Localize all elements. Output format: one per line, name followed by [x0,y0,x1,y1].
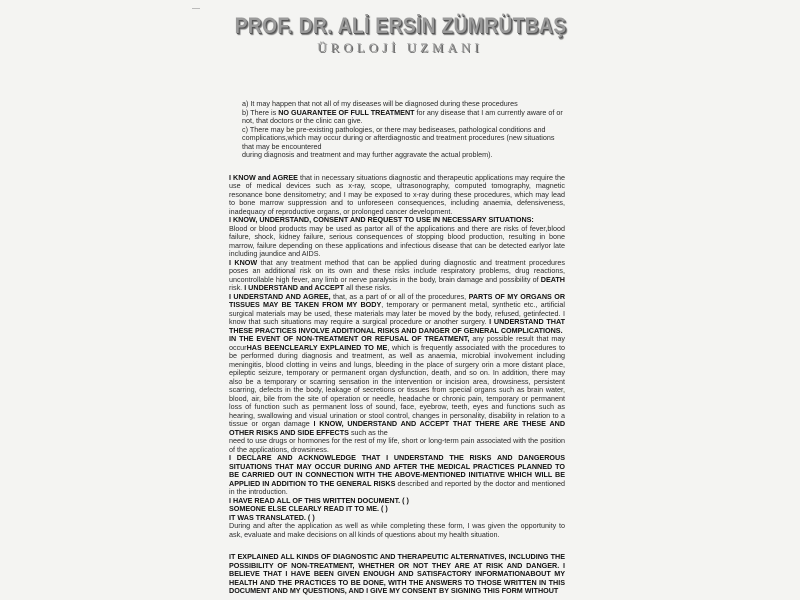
emphasis: SOMEONE ELSE CLEARLY READ IT TO ME. ( ) [229,504,388,513]
emphasis: PARTS OF MY ORGANS OR TISSUES MAY BE TAKEN FROM MY BODY [229,291,566,309]
letterhead [0,14,800,56]
list-item-text: a) It may happen that not all of my diseases will be diagnosed during these procedures [242,99,518,108]
specialty-title: ÜROLOJİ UZMANI [317,40,483,55]
consent-paragraphs [229,174,565,540]
paragraph [229,293,565,336]
paragraph-text: described and reported by the doctor and mentioned in the introduction. [229,478,566,496]
paragraph [229,225,565,259]
paragraph [229,437,565,454]
list-item [242,151,565,160]
emphasis: I KNOW, UNDERSTAND AND ACCEPT THAT THERE ARE THESE AND OTHER RISKS AND SIDE EFFECTS [229,419,566,437]
scan-artifact [192,8,200,12]
paragraph-text: that in necessary situations diagnostic and therapeutic applications may require the use of medical devices such as x-ray, scope, ultrasonography, computed tomography, magnetic resonance bone densitometry; and I may be exposed to x-ray during these procedures, which may lead to bone marrow suppression and to unforeseen consequences, including anaemia, defensiveness, inadequacy of reproductive organs, or prolonged cancer development. [229,172,565,216]
paragraph-text: , which is frequently associated with the procedures to be performed during diagnosis and treatment, as well as anaemia, microbial involvement including meningitis, blood clotting in veins and lungs, bleeding in the place of surgery orin a more distant place, epileptic seizure, temporary or permanent organ dysfunction, death, and so on. In addition, there may also be a temporary or scarring sensation in the intervention or incision area, drowsiness, persistent scarring, defects in the body, leakage of secretions or tissues from special organs such as brain water, blood, air, bile from the site of operation or needle, headache or chronic pain, temporary or permanent loss of function such as permanent loss of sound, face, eyebrow, teeth, eyes and functions such as hearing, swallowing and visual urination or stool control, changes in personality, disability in relation to a tissue or organ damage [229,342,565,428]
emphasis: I KNOW [229,257,258,267]
paragraph [229,522,565,539]
emphasis: I HAVE READ ALL OF THIS WRITTEN DOCUMENT. ( ) [229,495,409,505]
paragraph-text: such as the [350,427,388,437]
emphasis: IT WAS TRANSLATED. ( ) [229,512,315,522]
list-item-text: b) There is [242,107,277,117]
emphasis: I UNDERSTAND and ACCEPT [244,283,345,292]
emphasis: HAS BEENCLEARLY EXPLAINED TO ME [246,342,388,352]
emphasis: I KNOW, UNDERSTAND, CONSENT AND REQUEST TO USE IN NECESSARY SITUATIONS: [229,215,534,224]
list-item [242,126,565,152]
emphasis: I UNDERSTAND THAT THESE PRACTICES INVOLVE ADDITIONAL RISKS AND DANGER OF GENERAL COMPLICATIONS. [229,317,566,335]
paragraph-text: all these risks. [346,283,392,292]
emphasis: IN THE EVENT OF NON-TREATMENT OR REFUSAL OF TREATMENT, [229,334,470,343]
spacer [229,539,565,553]
final-declaration: IT EXPLAINED ALL KINDS OF DIAGNOSTIC AND THERAPEUTIC ALTERNATIVES, INCLUDING THE POSSIBILITY OF NON-TREATMENT, WHETHER OR NOT THEY ARE AT RISK AND DANGER. I BELIEVE THAT I HAVE BEEN GIVEN ENOUGH AND SATISFACTORY INFORMATIONABOUT MY HEALTH AND THE PRACTICES TO BE DONE, WITH THE ANSWERS TO THOSE WRITTEN IN THIS DOCUMENT AND MY QUESTIONS, AND I GIVE MY CONSENT BY SIGNING THIS FORM WITHOUT [229,552,565,595]
paragraph-text: that any treatment method that can be applied during diagnostic and treatment procedures poses an additional risk on its own and these risks include respiratory problems, drug reactions, uncontrollable high fever, any limb or nerve paralysis in the body, brain damage and possibility of [229,257,566,284]
paragraph-text: Blood or blood products may be used as partor all of the applications and there are risks of fever,blood failure, shock, kidney failure, serious consequences of stopping blood production, resulting in bone marrow, failure depending on these applications and infectious disease that can be detected earlyor late including jaundice and AIDS. [229,223,565,258]
consent-text [229,100,565,596]
emphasis: NO GUARANTEE OF FULL TREATMENT [278,107,415,117]
emphasis: I UNDERSTAND AND AGREE, [229,291,331,301]
list-item-text: c) There may be pre-existing pathologies, or there may bediseases, pathological conditions and complications,which may occur during or afterdiagnostic and treatment procedures (new situations that may be encountered [242,124,555,151]
paragraph-text: need to use drugs or hormones for the rest of my life, short or long-term pain associated with the position of the applications, drowsiness. [229,436,565,454]
paragraph [229,335,565,437]
paragraph-text: , temporary or permanent metal, synthetic etc., artificial surgical materials may be used, these materials may later be moved by the body, refused, getinfected. I know that such situations may require a surgical procedure or another surgery. [229,300,566,326]
paragraph [229,174,565,217]
emphasis: I DECLARE AND ACKNOWLEDGE THAT I UNDERSTAND THE RISKS AND DANGEROUS SITUATIONS THAT MAY OCCUR DURING AND AFTER THE MEDICAL PRACTICES PLANNED TO BE CARRIED OUT IN CONNECTION WITH THE ABOVE-MENTIONED INITIATIVE WHICH WILL BE APPLIED IN ADDITION TO THE GENERAL RISKS [229,453,565,488]
paragraph-text: that, as a part of or all of the procedures, [333,291,467,301]
list-item-text: for any disease that I am currently aware of or not, that doctors or the clinic can give. [242,107,563,125]
list-item-text: during diagnosis and treatment and may further aggravate the actual problem). [242,150,493,159]
paragraph-text: During and after the application as well as while completing these form, I was given the opportunity to ask, evaluate and make decisions on all kinds of questions about my health situation. [229,521,565,539]
spacer [229,160,565,174]
paragraph [229,259,565,293]
emphasis: I KNOW and AGREE [229,172,298,182]
paragraph-text: any possible result that may occur [229,334,566,352]
list-item [242,109,565,126]
paragraph [229,454,565,497]
emphasis: DEATH [540,274,566,284]
paragraph-text: risk. [229,283,243,292]
doctor-name: PROF. DR. ALİ ERSİN ZÜMRÜTBAŞ [234,13,566,38]
risk-list [229,100,565,160]
